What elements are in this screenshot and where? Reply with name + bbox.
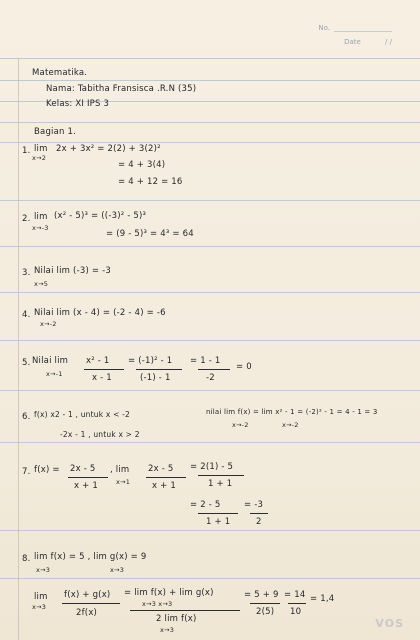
lim-subscript: x→2 bbox=[32, 154, 47, 162]
problem-number: 7. bbox=[22, 467, 31, 477]
problem-number: 6. bbox=[22, 412, 31, 422]
lim-symbol: lim bbox=[34, 592, 48, 602]
fraction-numerator: = -3 bbox=[244, 500, 264, 510]
fraction-denominator: 10 bbox=[290, 607, 302, 617]
fraction-denominator: 1 + 1 bbox=[206, 517, 231, 527]
result: = 0 bbox=[236, 362, 252, 372]
fraction-denominator: 2 bbox=[256, 517, 262, 527]
fraction-denominator: x + 1 bbox=[152, 481, 176, 491]
lim-symbol: , lim bbox=[110, 465, 130, 475]
equation-lead: Nilai lim bbox=[32, 356, 69, 366]
problem-number: 4. bbox=[22, 310, 31, 320]
piecewise-case: -2x - 1 , untuk x > 2 bbox=[60, 430, 140, 439]
no-field: No. bbox=[318, 24, 392, 32]
margin-line bbox=[18, 58, 19, 640]
lim-subscript: x→-3 bbox=[32, 224, 49, 232]
fraction-numerator: = (-1)² - 1 bbox=[128, 356, 173, 366]
lim-subscript: x→-1 bbox=[46, 370, 63, 378]
fraction-denominator: (-1) - 1 bbox=[140, 373, 171, 383]
fraction-numerator: = 2 - 5 bbox=[190, 500, 221, 510]
fraction-denominator: -2 bbox=[206, 373, 215, 383]
lim-symbol: lim bbox=[34, 144, 48, 154]
problem-number: 3. bbox=[22, 268, 31, 278]
lim-subscript: x→3 bbox=[32, 603, 47, 611]
problem-number: 8. bbox=[22, 554, 31, 564]
lim-subscript: x→3 x→3 bbox=[142, 600, 173, 608]
equation-line: = 4 + 12 = 16 bbox=[118, 177, 183, 187]
fraction-denominator: x - 1 bbox=[92, 373, 112, 383]
lim-subscript: x→-2 bbox=[282, 421, 299, 429]
watermark: VOS bbox=[375, 617, 404, 630]
student-name: Nama: Tabitha Fransisca .R.N (35) bbox=[46, 84, 197, 94]
fraction-denominator: 2f(x) bbox=[76, 608, 98, 618]
fraction-numerator: = 5 + 9 bbox=[244, 590, 279, 600]
equation-line: = (9 - 5)³ = 4³ = 64 bbox=[106, 229, 194, 239]
date-field: Date / / bbox=[344, 38, 392, 46]
fraction-numerator: = 1 - 1 bbox=[190, 356, 221, 366]
piecewise-case: f(x) x2 - 1 , untuk x < -2 bbox=[34, 410, 131, 419]
lim-subscript: x→3 bbox=[110, 566, 125, 574]
section-heading: Bagian 1. bbox=[34, 127, 77, 137]
fraction-numerator: 2x - 5 bbox=[148, 464, 174, 474]
fraction-numerator: x² - 1 bbox=[86, 356, 110, 366]
fraction-denominator: 2 lim f(x) bbox=[156, 614, 197, 624]
equation-line: nilai lim f(x) = lim x² - 1 = (-2)² - 1 = 4 - 1 = 3 bbox=[206, 408, 378, 416]
subject-title: Matematika. bbox=[32, 68, 88, 78]
fraction-numerator: = 14 bbox=[284, 590, 306, 600]
lim-subscript: x→1 bbox=[116, 478, 131, 486]
fraction-denominator: 2(5) bbox=[256, 607, 275, 617]
fraction-numerator: = 2(1) - 5 bbox=[190, 462, 234, 472]
lim-subscript: x→3 bbox=[160, 626, 175, 634]
equation-line: Nilai lim (x - 4) = (-2 - 4) = -6 bbox=[34, 308, 166, 318]
lim-subscript: x→3 bbox=[36, 566, 51, 574]
student-class: Kelas: XI IPS 3 bbox=[46, 99, 110, 109]
fraction-numerator: f(x) + g(x) bbox=[64, 590, 111, 600]
fraction-numerator: 2x - 5 bbox=[70, 464, 96, 474]
equation-line: = 4 + 3(4) bbox=[118, 160, 166, 170]
fraction-denominator: 1 + 1 bbox=[208, 479, 233, 489]
equation-line: 2x + 3x² = 2(2) + 3(2)² bbox=[56, 144, 161, 154]
lim-subscript: x→5 bbox=[34, 280, 49, 288]
fraction-numerator: = lim f(x) + lim g(x) bbox=[124, 588, 214, 598]
equation-line: (x² - 5)³ = ((-3)² - 5)³ bbox=[54, 211, 147, 221]
lim-symbol: lim bbox=[34, 212, 48, 222]
problem-number: 1. bbox=[22, 146, 31, 156]
function-label: f(x) = bbox=[34, 465, 60, 475]
result: = 1,4 bbox=[310, 594, 335, 604]
lim-subscript: x→-2 bbox=[232, 421, 249, 429]
fraction-denominator: x + 1 bbox=[74, 481, 98, 491]
lim-subscript: x→-2 bbox=[40, 320, 57, 328]
given-limits: lim f(x) = 5 , lim g(x) = 9 bbox=[34, 552, 147, 562]
equation-line: Nilai lim (-3) = -3 bbox=[34, 266, 111, 276]
problem-number: 2. bbox=[22, 214, 31, 224]
problem-number: 5. bbox=[22, 358, 31, 368]
